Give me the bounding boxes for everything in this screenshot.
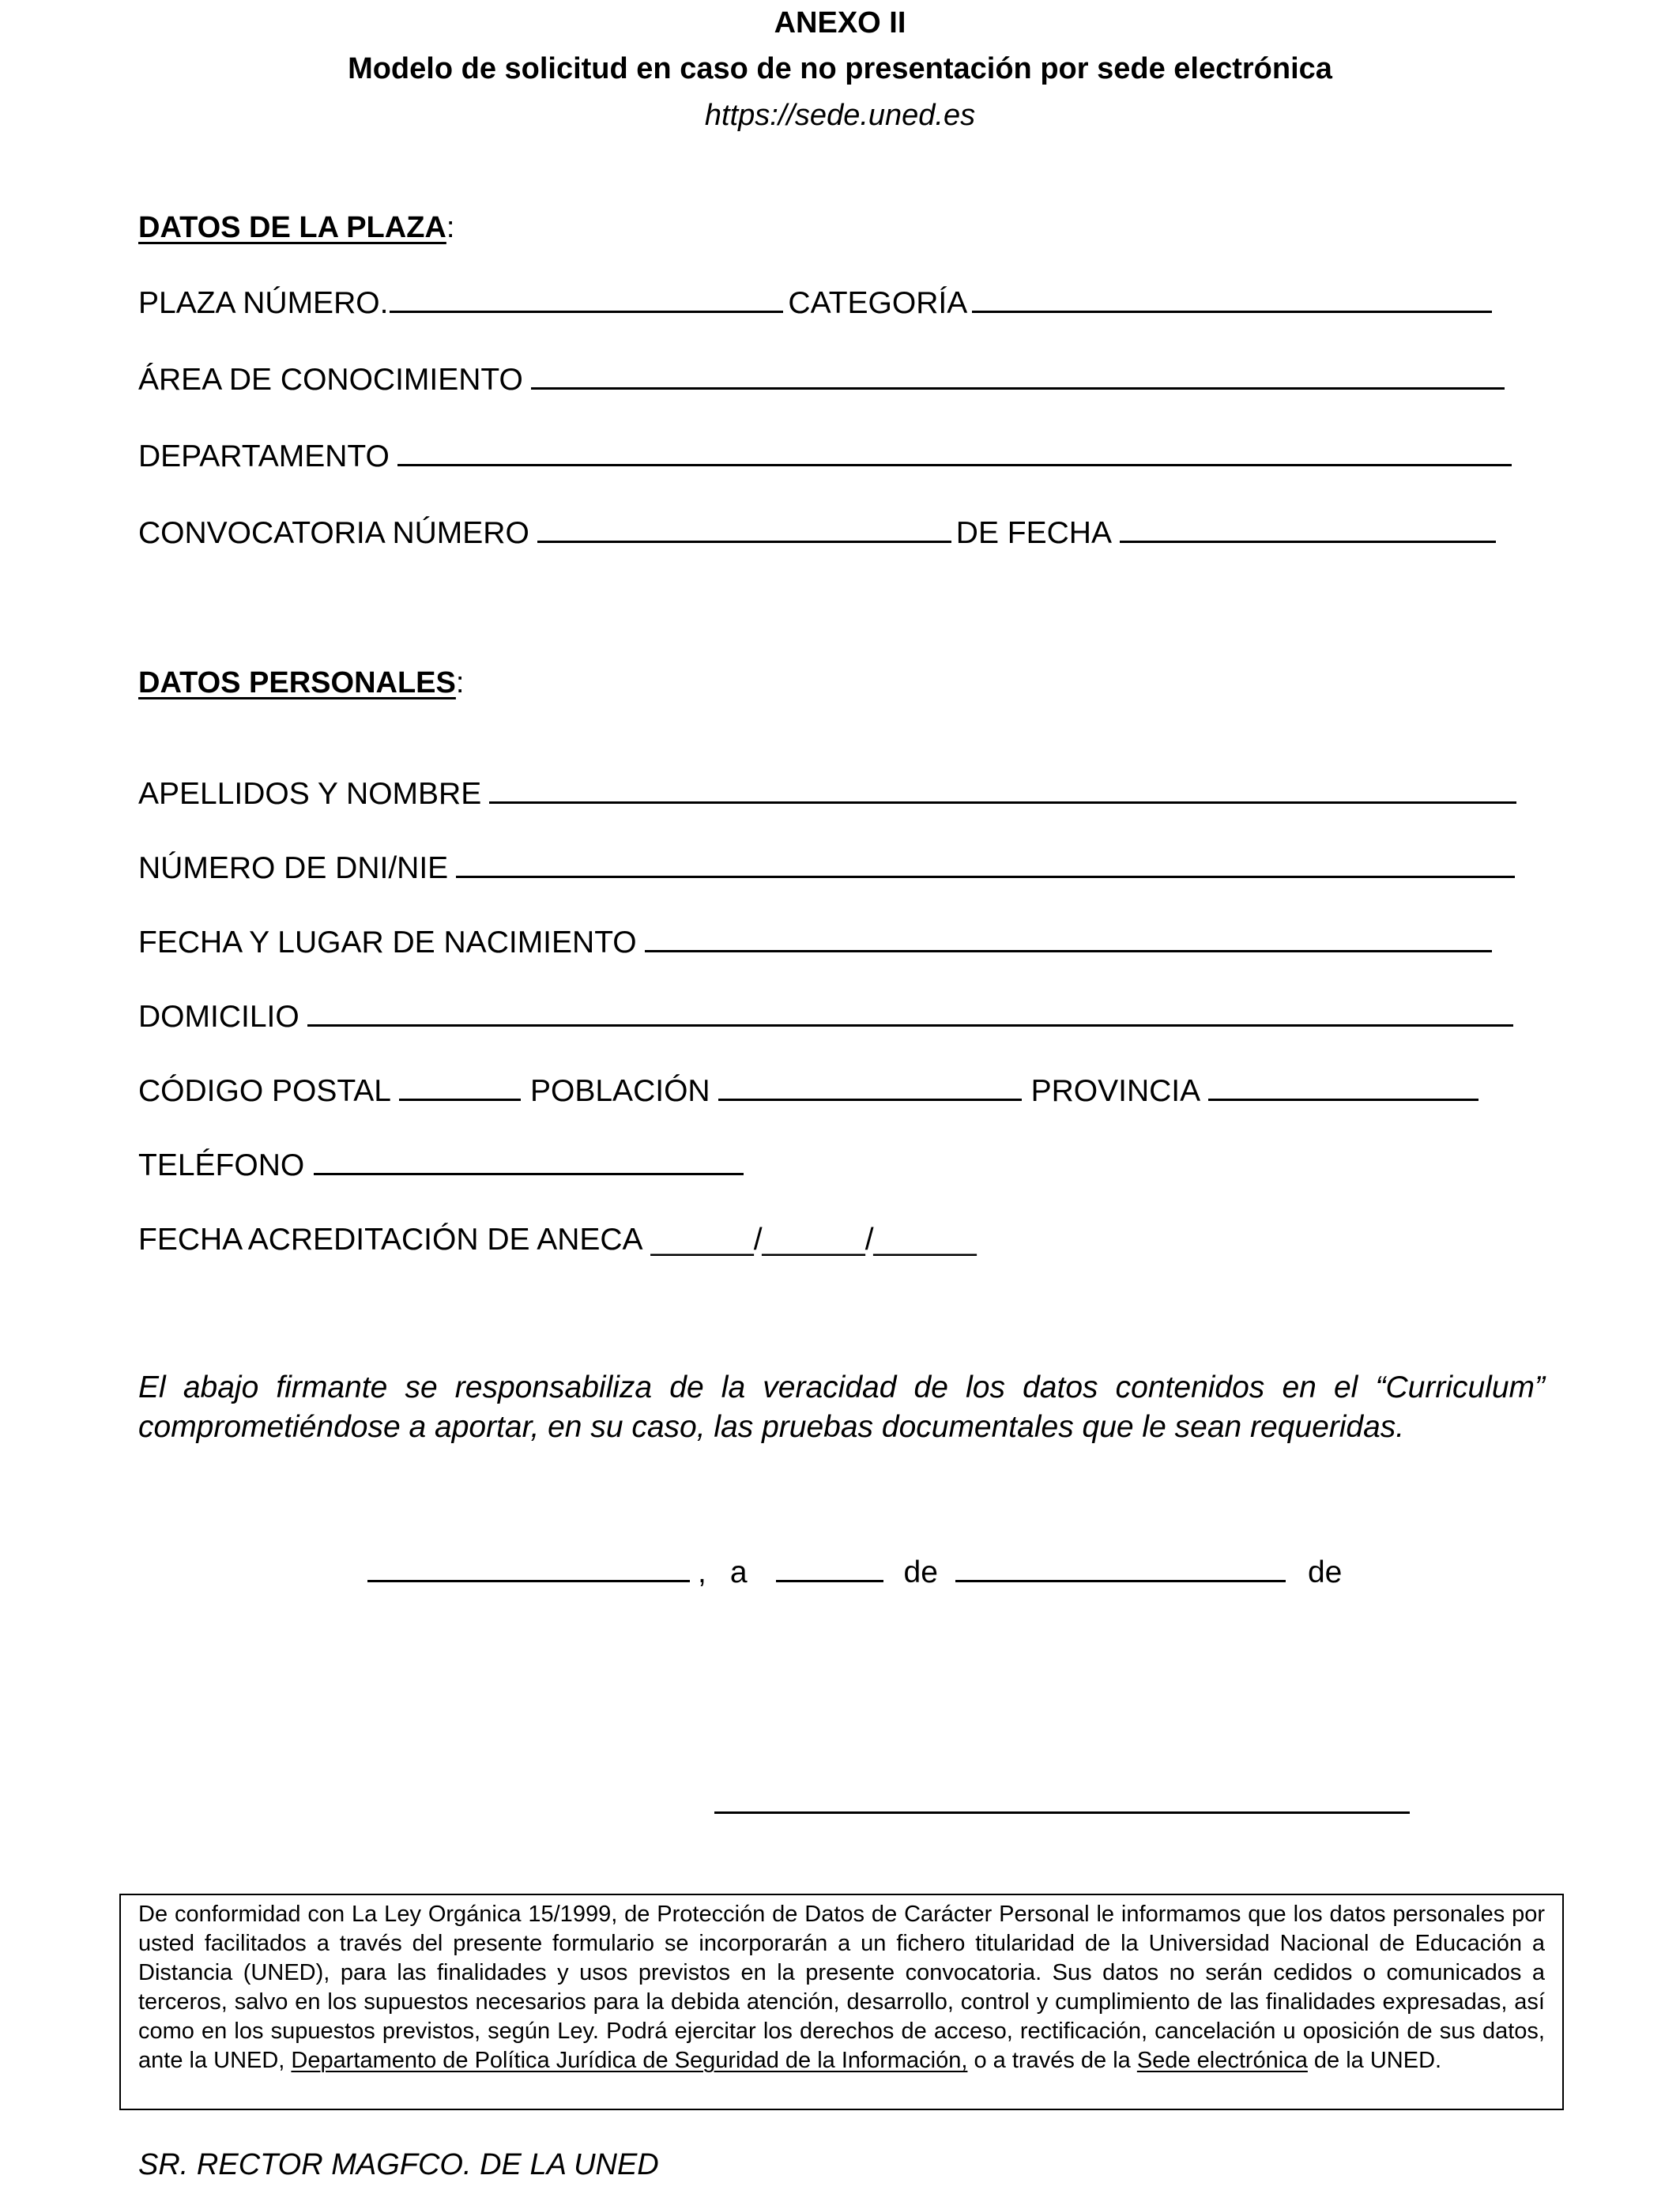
privacy-text-1: De conformidad con La Ley Orgánica 15/1999, de Protección de Datos de Carácter Personal le informamos que los datos personales por usted facilitados a través del presente formulario se incorporarán a un fichero titularidad de la Universidad Nacional de Educación a Distancia (UNED), para las finalidades y usos previstos en la presente convocatoria. Sus datos no serán cedidos o comunicados a terceros, salvo en los supuestos necesarios para la debida atención, desarrollo, control y cumplimiento de las finalidades expresadas, así como en los supuestos previstos, según Ley. Podrá ejercitar los derechos de acceso, rectificación, cancelación u oposición de sus datos, ante la UNED, — [138, 1902, 1545, 2073]
cp-label: CÓDIGO POSTAL — [138, 1074, 391, 1108]
section-personal-heading: DATOS PERSONALES — [138, 666, 456, 699]
document-subtitle: Modelo de solicitud en caso de no presentación por sede electrónica — [348, 52, 1332, 85]
privacy-sede-link[interactable]: Sede electrónica — [1136, 2048, 1308, 2073]
plaza-numero-label: PLAZA NÚMERO. — [138, 286, 389, 320]
apellidos-field[interactable] — [489, 778, 1516, 804]
apellidos-label: APELLIDOS Y NOMBRE — [138, 777, 482, 811]
sede-url: https://sede.uned.es — [704, 99, 976, 132]
declaration-text: El abajo firmante se responsabiliza de la veracidad de los datos contenidos en el “Curriculum” comprometiéndose a aportar, en su caso, las pruebas documentales que le sean requeridas. — [138, 1370, 1545, 1444]
domicilio-field[interactable] — [307, 1001, 1513, 1027]
categoria-field[interactable] — [972, 287, 1492, 313]
day-field[interactable] — [776, 1556, 883, 1582]
poblacion-label: POBLACIÓN — [530, 1074, 710, 1108]
date-line — [367, 1555, 1342, 1590]
departamento-field[interactable] — [397, 440, 1512, 466]
row-aneca — [138, 1223, 977, 1257]
dni-label: NÚMERO DE DNI/NIE — [138, 851, 449, 885]
month-field[interactable] — [955, 1556, 1286, 1582]
date-a-label: a — [729, 1555, 748, 1589]
telefono-field[interactable] — [314, 1149, 744, 1175]
section-plaza-title — [138, 211, 454, 245]
signature-line[interactable] — [714, 1811, 1410, 1814]
plaza-numero-field[interactable] — [390, 287, 783, 313]
aneca-label: FECHA ACREDITACIÓN DE ANECA — [138, 1223, 643, 1257]
area-label: ÁREA DE CONOCIMIENTO — [138, 363, 523, 397]
section-personal-colon: : — [455, 666, 465, 699]
privacy-department-link[interactable]: Departamento de Política Jurídica de Seguridad de la Información, — [291, 2048, 968, 2073]
provincia-label: PROVINCIA — [1030, 1074, 1201, 1108]
addressee: SR. RECTOR MAGFCO. DE LA UNED — [138, 2148, 659, 2181]
row-convocatoria — [138, 516, 1501, 551]
convocatoria-fecha-field[interactable] — [1120, 517, 1496, 543]
date-comma: , — [698, 1555, 706, 1589]
de-fecha-label: DE FECHA — [955, 516, 1112, 550]
section-plaza-heading: DATOS DE LA PLAZA — [138, 211, 446, 244]
place-field[interactable] — [367, 1556, 690, 1582]
annex-title: ANEXO II — [774, 6, 906, 40]
telefono-label: TELÉFONO — [138, 1148, 305, 1182]
row-apellidos — [138, 777, 1521, 812]
provincia-field[interactable] — [1208, 1075, 1478, 1101]
privacy-text-3: de la UNED. — [1307, 2048, 1442, 2073]
nacimiento-label: FECHA Y LUGAR DE NACIMIENTO — [138, 925, 637, 959]
row-nacimiento — [138, 925, 1497, 960]
dni-field[interactable] — [456, 852, 1515, 878]
section-personal-title — [138, 666, 464, 700]
poblacion-field[interactable] — [718, 1075, 1022, 1101]
row-telefono — [138, 1148, 748, 1183]
row-dni — [138, 851, 1520, 886]
area-field[interactable] — [531, 364, 1505, 390]
row-departamento — [138, 439, 1516, 474]
row-cp-poblacion-provincia — [138, 1074, 1483, 1109]
categoria-label: CATEGORÍA — [788, 286, 968, 320]
privacy-notice — [119, 1894, 1564, 2110]
cp-field[interactable] — [399, 1075, 521, 1101]
aneca-date-field[interactable]: ______/______/______ — [650, 1223, 977, 1257]
privacy-text-2: o a través de la — [967, 2048, 1137, 2073]
departamento-label: DEPARTAMENTO — [138, 439, 390, 473]
nacimiento-field[interactable] — [645, 926, 1492, 952]
domicilio-label: DOMICILIO — [138, 1000, 299, 1034]
date-de2-label: de — [1307, 1555, 1343, 1589]
section-plaza-colon: : — [446, 211, 455, 244]
row-plaza-categoria — [138, 286, 1497, 321]
convocatoria-field[interactable] — [537, 517, 951, 543]
row-domicilio — [138, 1000, 1518, 1035]
date-de1-label: de — [903, 1555, 938, 1589]
row-area — [138, 363, 1509, 398]
convocatoria-label: CONVOCATORIA NÚMERO — [138, 516, 529, 550]
